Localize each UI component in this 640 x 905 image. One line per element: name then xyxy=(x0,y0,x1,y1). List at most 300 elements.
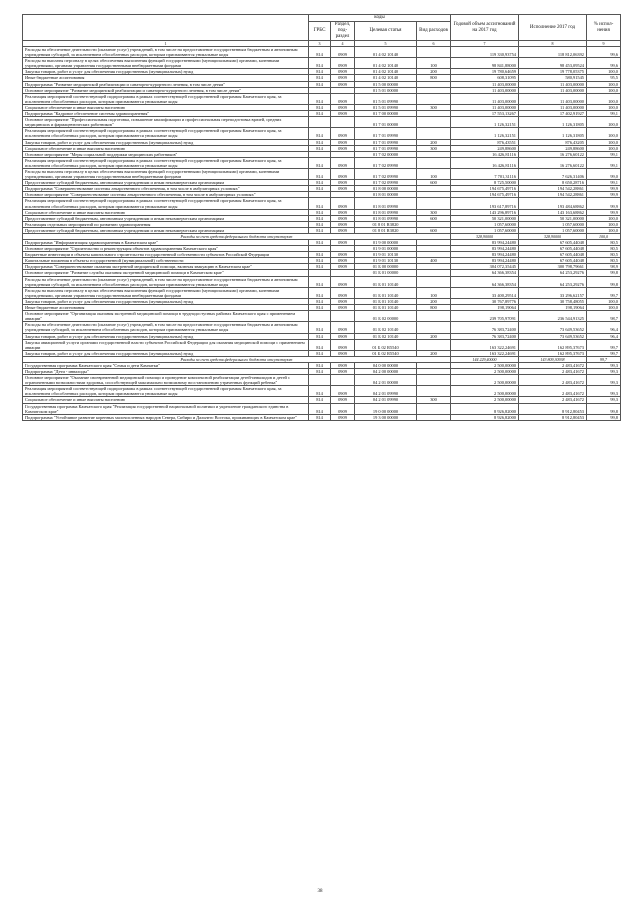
row-target: 04 2 01 09990 xyxy=(355,386,417,397)
row-target: 01 7 01 00000 xyxy=(355,117,417,128)
row-name: Подпрограмма "Совершенствование оказания экстренной медицинской помощи, включая эвакуацию в Камчатском крае" xyxy=(23,264,309,270)
federal-note-annual: 144 229,40000 xyxy=(451,356,519,362)
row-target: 01 7 01 09990 xyxy=(355,128,417,139)
table-row xyxy=(23,58,621,69)
row-execution: 1 057,60000 xyxy=(519,221,587,227)
row-target: 01 Б 01 10140 xyxy=(355,305,417,311)
row-annual: 1 057,60000 xyxy=(451,227,519,233)
row-vid: 200 xyxy=(417,139,451,145)
row-target: 01 9 01 10130 xyxy=(355,258,417,264)
row-percent: 100,0 xyxy=(587,227,621,233)
row-percent: 100,0 xyxy=(587,69,621,75)
row-percent: 99,9 xyxy=(587,186,621,192)
row-name: Бюджетные инвестиции в объекты капитального строительства государственной собственности субъектов Российской Федерации xyxy=(23,252,309,258)
row-execution: 7 626,31406 xyxy=(519,168,587,179)
row-annual: 8 926,82000 xyxy=(451,414,519,420)
row-grbs: 814 xyxy=(309,397,331,403)
row-percent: 99,3 xyxy=(587,397,621,403)
row-razdel xyxy=(331,117,355,128)
row-execution: 64 253,29276 xyxy=(519,270,587,276)
row-annual: 83 994,24480 xyxy=(451,240,519,246)
row-grbs: 814 xyxy=(309,350,331,356)
header-vid: Вид расходов xyxy=(417,22,451,41)
row-target: 01 7 01 09990 xyxy=(355,139,417,145)
row-razdel: 0909 xyxy=(331,386,355,397)
row-annual: 11 403,00000 xyxy=(451,93,519,104)
row-annual: 194 675,49716 xyxy=(451,192,519,198)
row-vid: 600 xyxy=(417,227,451,233)
row-vid xyxy=(417,414,451,420)
table-row xyxy=(23,311,621,322)
row-razdel xyxy=(331,375,355,386)
row-grbs: 814 xyxy=(309,276,331,287)
row-target: 01 8 01 09990 xyxy=(355,215,417,221)
row-razdel: 0909 xyxy=(331,104,355,110)
row-execution: 1 126,31805 xyxy=(519,128,587,139)
row-vid xyxy=(417,339,451,350)
row-execution: 162 895,37673 xyxy=(519,350,587,356)
row-vid xyxy=(417,198,451,209)
row-target: 04 2 01 09990 xyxy=(355,397,417,403)
row-execution: 33 296,62157 xyxy=(519,287,587,298)
row-annual: 1 126,32151 xyxy=(451,128,519,139)
row-target: 19 3 00 00000 xyxy=(355,414,417,420)
row-annual: 76 383,72400 xyxy=(451,322,519,333)
header-row-top xyxy=(23,15,621,22)
row-grbs: 814 xyxy=(309,264,331,270)
row-razdel: 0909 xyxy=(331,58,355,69)
row-execution: 30 758,48055 xyxy=(519,298,587,304)
row-percent: 100,0 xyxy=(587,215,621,221)
row-percent: 99,6 xyxy=(587,58,621,69)
row-grbs: 814 xyxy=(309,333,331,339)
row-razdel: 0909 xyxy=(331,227,355,233)
row-annual: 249,88600 xyxy=(451,145,519,151)
table-row xyxy=(23,322,621,333)
index-cell: 8 xyxy=(519,41,587,47)
row-percent: 99,7 xyxy=(587,287,621,298)
row-annual: 1 057,60000 xyxy=(451,221,519,227)
row-grbs: 814 xyxy=(309,111,331,117)
row-annual: 1 126,32151 xyxy=(451,117,519,128)
row-grbs: 814 xyxy=(309,258,331,264)
row-target: 01 8 01 00000 xyxy=(355,192,417,198)
row-percent: 99,8 xyxy=(587,270,621,276)
row-execution: 11 403,00000 xyxy=(519,104,587,110)
row-percent: 98,7 xyxy=(587,311,621,322)
row-annual: 198,19064 xyxy=(451,305,519,311)
row-execution: 118 812,06392 xyxy=(519,47,587,58)
row-target: 01 Б 01 10140 xyxy=(355,298,417,304)
row-razdel: 0909 xyxy=(331,240,355,246)
row-razdel: 0909 xyxy=(331,139,355,145)
index-cell: 1 xyxy=(23,41,309,47)
row-percent: 99,8 xyxy=(587,414,621,420)
table-row xyxy=(23,339,621,350)
row-target: 01 5 01 09990 xyxy=(355,93,417,104)
header-razdel: Раздел, под-раздел xyxy=(331,22,355,41)
row-name: Иные бюджетные ассигнования xyxy=(23,75,309,81)
row-vid xyxy=(417,311,451,322)
row-vid xyxy=(417,403,451,414)
row-name: Социальное обеспечение и иные выплаты населению xyxy=(23,209,309,215)
row-annual: 17 553,13267 xyxy=(451,111,519,117)
row-target: 01 Б 02 R5540 xyxy=(355,339,417,350)
row-target: 01 Б 01 00000 xyxy=(355,270,417,276)
row-annual: 163 322,24691 xyxy=(451,339,519,350)
row-execution: 2 483,41672 xyxy=(519,397,587,403)
report-page xyxy=(22,14,620,421)
row-execution: 17 402,91927 xyxy=(519,111,587,117)
row-annual: 11 403,00000 xyxy=(451,87,519,93)
row-razdel: 0909 xyxy=(331,180,355,186)
row-name: Подпрограмма "Информатизация здравоохранения в Камчатском крае" xyxy=(23,240,309,246)
row-razdel: 0909 xyxy=(331,397,355,403)
row-annual: 19 780,64659 xyxy=(451,69,519,75)
row-percent: 99,8 xyxy=(587,403,621,414)
row-name: Реализация мероприятий соответствующей подпрограммы в рамках соответствующей государственной программы Камчатского края, за исключением обособленных расходов, которым присваиваются уникальные коды xyxy=(23,93,309,104)
row-annual: 16 426,81116 xyxy=(451,157,519,168)
row-target: 01 4 02 10140 xyxy=(355,69,417,75)
index-cell: 3 xyxy=(309,41,331,47)
table-row xyxy=(23,276,621,287)
row-execution: 2 483,41672 xyxy=(519,375,587,386)
row-percent: 99,9 xyxy=(587,209,621,215)
row-name: Основное мероприятие "Развитие медицинской реабилитации и санаторно-курортного лечения, в том числе детям" xyxy=(23,87,309,93)
row-grbs: 814 xyxy=(309,198,331,209)
row-grbs: 814 xyxy=(309,227,331,233)
row-vid xyxy=(417,128,451,139)
row-annual: 50 321,00000 xyxy=(451,215,519,221)
row-target: 01 Б 02 R5540 xyxy=(355,350,417,356)
row-name: Подпрограмма "Устойчивое развитие коренных малочисленных народов Севера, Сибири и Дальнего Востока, проживающих в Камчатском крае" xyxy=(23,414,309,420)
row-grbs xyxy=(309,311,331,322)
row-target: 01 4 02 10140 xyxy=(355,58,417,69)
row-vid xyxy=(417,322,451,333)
row-annual: 2 500,00000 xyxy=(451,362,519,368)
table-row xyxy=(23,403,621,414)
row-percent: 100,0 xyxy=(587,117,621,128)
row-grbs: 814 xyxy=(309,252,331,258)
row-vid: 200 xyxy=(417,298,451,304)
federal-note-percent: 99,7 xyxy=(587,356,621,362)
row-annual: 33 400,29514 xyxy=(451,287,519,298)
row-vid: 300 xyxy=(417,397,451,403)
row-razdel: 0909 xyxy=(331,168,355,179)
row-name: Расходы на обеспечение деятельности (оказание услуг) учреждений, в том числе на предоставление государственным бюджетным и автономным учреждениям субсидий, за исключением обособленных расходов, которым присваиваются уникальные коды xyxy=(23,276,309,287)
row-execution: 162 895,37673 xyxy=(519,339,587,350)
header-percent: % испол-нения xyxy=(587,15,621,41)
row-annual: 83 994,24480 xyxy=(451,258,519,264)
row-execution: 193 484,68862 xyxy=(519,198,587,209)
row-vid: 300 xyxy=(417,145,451,151)
row-percent: 100,0 xyxy=(587,104,621,110)
federal-note-text: Расходы за счет средств федерального бюджета отсутствуют xyxy=(23,356,451,362)
row-vid xyxy=(417,375,451,386)
row-execution: 11 403,00000 xyxy=(519,93,587,104)
row-execution: 67 605,44048 xyxy=(519,252,587,258)
row-percent: 99,7 xyxy=(587,339,621,350)
row-razdel: 0909 xyxy=(331,350,355,356)
row-vid: 300 xyxy=(417,104,451,110)
row-percent: 80,5 xyxy=(587,246,621,252)
row-vid: 100 xyxy=(417,168,451,179)
row-grbs: 814 xyxy=(309,322,331,333)
row-name: Предоставление субсидий бюджетным, автономным учреждениям и иным некоммерческим организациям xyxy=(23,215,309,221)
row-target: 01 7 02 09990 xyxy=(355,168,417,179)
row-percent: 99,3 xyxy=(587,368,621,374)
row-razdel: 0909 xyxy=(331,209,355,215)
row-execution: 194 542,28861 xyxy=(519,186,587,192)
budget-execution-table xyxy=(22,14,621,421)
row-vid: 600 xyxy=(417,215,451,221)
row-vid: 200 xyxy=(417,350,451,356)
row-razdel: 0909 xyxy=(331,264,355,270)
row-razdel: 0909 xyxy=(331,75,355,81)
row-vid xyxy=(417,386,451,397)
row-name: Государственная программа Камчатского края "Реализация государственной национальной политики и укрепление гражданского единства в Камчатском крае" xyxy=(23,403,309,414)
row-target: 04 2 00 00000 xyxy=(355,368,417,374)
row-grbs: 814 xyxy=(309,128,331,139)
row-razdel: 0909 xyxy=(331,47,355,58)
row-annual: 11 403,00000 xyxy=(451,104,519,110)
row-name: Предоставление субсидий бюджетным, автономным учреждениям и иным некоммерческим организациям xyxy=(23,180,309,186)
row-razdel: 0909 xyxy=(331,368,355,374)
row-target: 01 4 02 10140 xyxy=(355,75,417,81)
row-vid: 400 xyxy=(417,258,451,264)
row-grbs: 814 xyxy=(309,58,331,69)
row-execution: 8 912,80453 xyxy=(519,403,587,414)
table-row xyxy=(23,168,621,179)
row-razdel: 0909 xyxy=(331,111,355,117)
row-vid: 200 xyxy=(417,333,451,339)
row-execution: 8 912,80453 xyxy=(519,414,587,420)
row-name: Реализация мероприятий соответствующей подпрограммы в рамках соответствующей государственной программы Камчатского края, за исключением обособленных расходов, которым присваиваются уникальные коды xyxy=(23,386,309,397)
row-grbs: 814 xyxy=(309,75,331,81)
row-grbs: 814 xyxy=(309,339,331,350)
row-percent: 100,0 xyxy=(587,221,621,227)
row-execution: 249,88600 xyxy=(519,145,587,151)
row-execution: 236 544,91325 xyxy=(519,311,587,322)
row-percent: 80,5 xyxy=(587,240,621,246)
row-razdel: 0909 xyxy=(331,403,355,414)
row-annual: 163 322,24691 xyxy=(451,350,519,356)
row-grbs: 814 xyxy=(309,305,331,311)
row-annual: 11 403,00000 xyxy=(451,81,519,87)
row-grbs: 814 xyxy=(309,69,331,75)
row-vid: 100 xyxy=(417,287,451,298)
row-razdel: 0909 xyxy=(331,69,355,75)
federal-note-annual: 328,90000 xyxy=(451,234,519,240)
header-codes: коды xyxy=(309,15,451,22)
table-row xyxy=(23,93,621,104)
row-razdel: 0909 xyxy=(331,128,355,139)
row-grbs xyxy=(309,117,331,128)
table-row xyxy=(23,198,621,209)
row-target: 01 8 01 09990 xyxy=(355,198,417,209)
row-grbs: 814 xyxy=(309,81,331,87)
row-annual: 2 500,00000 xyxy=(451,375,519,386)
row-grbs: 814 xyxy=(309,157,331,168)
row-annual: 143 296,89716 xyxy=(451,209,519,215)
index-cell: 7 xyxy=(451,41,519,47)
row-execution: 198,19064 xyxy=(519,305,587,311)
row-grbs: 814 xyxy=(309,287,331,298)
row-percent: 100,0 xyxy=(587,93,621,104)
row-target: 01 8 00 00000 xyxy=(355,186,417,192)
row-percent: 96,4 xyxy=(587,322,621,333)
table-row xyxy=(23,386,621,397)
row-annual: 7 701,31116 xyxy=(451,168,519,179)
row-vid xyxy=(417,276,451,287)
table-row xyxy=(23,117,621,128)
row-grbs: 814 xyxy=(309,240,331,246)
row-execution: 73 649,53652 xyxy=(519,333,587,339)
row-annual: 64 366,38354 xyxy=(451,270,519,276)
row-vid xyxy=(417,117,451,128)
row-execution: 2 483,41672 xyxy=(519,386,587,397)
header-target: Целевая статья xyxy=(355,22,417,41)
row-target: 01 4 02 10140 xyxy=(355,47,417,58)
row-annual: 2 500,00000 xyxy=(451,368,519,374)
row-execution: 64 253,29276 xyxy=(519,276,587,287)
row-percent: 98,9 xyxy=(587,264,621,270)
row-grbs: 814 xyxy=(309,104,331,110)
row-name: Закупка товаров, работ и услуг для обеспечения государственных (муниципальных) нужд xyxy=(23,69,309,75)
row-annual: 876,43551 xyxy=(451,139,519,145)
row-target: 01 9 01 10130 xyxy=(355,252,417,258)
row-percent: 100,0 xyxy=(587,87,621,93)
header-name-cell xyxy=(23,15,309,41)
row-vid: 100 xyxy=(417,58,451,69)
row-razdel: 0909 xyxy=(331,298,355,304)
row-grbs: 814 xyxy=(309,221,331,227)
header-grbs: ГРБС xyxy=(309,22,331,41)
row-percent: 99,9 xyxy=(587,192,621,198)
row-execution: 580,91545 xyxy=(519,75,587,81)
row-execution: 98 453,09524 xyxy=(519,58,587,69)
row-annual: 304 072,35445 xyxy=(451,264,519,270)
row-percent: 99,1 xyxy=(587,111,621,117)
table-row xyxy=(23,287,621,298)
row-target: 01 8 01 R3820 xyxy=(355,221,417,227)
row-razdel: 0909 xyxy=(331,333,355,339)
row-grbs: 814 xyxy=(309,298,331,304)
row-grbs: 814 xyxy=(309,414,331,420)
row-razdel: 0909 xyxy=(331,81,355,87)
row-grbs: 814 xyxy=(309,145,331,151)
row-target: 01 8 01 R3820 xyxy=(355,227,417,233)
row-execution: 73 649,53652 xyxy=(519,322,587,333)
row-annual: 608,31095 xyxy=(451,75,519,81)
page-number: 38 xyxy=(317,889,323,894)
row-razdel: 0909 xyxy=(331,145,355,151)
index-cell: 9 xyxy=(587,41,621,47)
row-razdel: 0909 xyxy=(331,258,355,264)
row-annual: 193 617,89716 xyxy=(451,198,519,209)
row-name: Государственная программа Камчатского края "Семья и дети Камчатки" xyxy=(23,362,309,368)
row-execution: 16 276,60122 xyxy=(519,151,587,157)
row-name: Закупка товаров, работ и услуг для обеспечения государственных (муниципальных) нужд xyxy=(23,139,309,145)
header-execution: Исполнение 2017 год xyxy=(519,15,587,41)
row-name: Подпрограмма "Развитие медицинской реабилитации и санаторно-курортного лечения, в том числе детям" xyxy=(23,81,309,87)
row-razdel: 0909 xyxy=(331,322,355,333)
row-name: Реализация мероприятий соответствующей подпрограммы в рамках соответствующей государственной программы Камчатского края, за исключением обособленных расходов, которым присваиваются уникальные коды xyxy=(23,198,309,209)
row-razdel xyxy=(331,311,355,322)
row-name: Расходы на обеспечение деятельности (оказание услуг) учреждений, в том числе на предоставление государственным бюджетным и автономным учреждениям субсидий, за исключением обособленных расходов, которым присваиваются уникальные коды xyxy=(23,322,309,333)
row-target: 01 Б 00 00000 xyxy=(355,264,417,270)
federal-note-text: Расходы за счет средств федерального бюджета отсутствуют xyxy=(23,234,451,240)
row-percent: 100,0 xyxy=(587,81,621,87)
row-percent: 99,8 xyxy=(587,276,621,287)
row-percent: 99,1 xyxy=(587,151,621,157)
row-annual: 83 994,24480 xyxy=(451,252,519,258)
row-razdel: 0909 xyxy=(331,198,355,209)
row-target: 01 8 01 09990 xyxy=(355,209,417,215)
row-percent: 99,1 xyxy=(587,157,621,168)
row-percent: 99,3 xyxy=(587,375,621,386)
row-name: Расходы на обеспечение деятельности (оказание услуг) учреждений, в том числе на предоставление государственным бюджетным и автономным учреждениям субсидий, за исключением обособленных расходов, которым присваиваются уникальные коды xyxy=(23,47,309,58)
row-name: Основное мероприятие "Совершенствование системы лекарственного обеспечения, в том числе в амбулаторных условиях" xyxy=(23,192,309,198)
row-name: Расходы на выплаты персоналу в целях обеспечения выполнения функций государственными (муниципальными) органами, казенными учреждениями, органами управления государственными внебюджетными фондами xyxy=(23,58,309,69)
row-vid: 600 xyxy=(417,180,451,186)
row-razdel: 0909 xyxy=(331,305,355,311)
row-annual: 119 330,93754 xyxy=(451,47,519,58)
row-name: Закупка авиационной услуги органами государственной власти субъектов Российской Федерации для оказания медицинской помощи с применением авиации xyxy=(23,339,309,350)
row-name: Основное мероприятие "Оказание своевременной медицинской помощи и проведение комплексной реабилитации детей-инвалидов и детей с ограниченными возможностями здоровья, способствующей максимально возможному восстановлению утраченных функций ребенка" xyxy=(23,375,309,386)
row-annual: 64 366,38354 xyxy=(451,276,519,287)
row-name: Реализация отдельных мероприятий по развитию здравоохранения xyxy=(23,221,309,227)
row-name: Реализация мероприятий соответствующей подпрограммы в рамках соответствующей государственной программы Камчатского края, за исключением обособленных расходов, которым присваиваются уникальные коды xyxy=(23,128,309,139)
row-target: 01 Б 02 00000 xyxy=(355,311,417,322)
index-cell: 5 xyxy=(355,41,417,47)
row-target: 01 Б 02 10140 xyxy=(355,322,417,333)
row-execution: 67 605,44048 xyxy=(519,240,587,246)
row-name: Основное мероприятие "Меры социальной поддержки медицинских работников" xyxy=(23,151,309,157)
row-name: Основное мероприятие "Профессиональная подготовка, повышение квалификации и профессиональная переподготовка врачей, средних медицинских и фармацевтических работников" xyxy=(23,117,309,128)
row-target: 01 7 01 09990 xyxy=(355,145,417,151)
row-annual: 30 767,89776 xyxy=(451,298,519,304)
row-grbs: 814 xyxy=(309,47,331,58)
row-target: 01 9 01 00000 xyxy=(355,246,417,252)
row-vid: 800 xyxy=(417,305,451,311)
row-razdel: 0909 xyxy=(331,414,355,420)
row-razdel: 0909 xyxy=(331,186,355,192)
row-percent: 80,5 xyxy=(587,258,621,264)
row-grbs: 814 xyxy=(309,215,331,221)
row-vid xyxy=(417,93,451,104)
row-vid xyxy=(417,47,451,58)
row-razdel: 0909 xyxy=(331,339,355,350)
row-razdel: 0909 xyxy=(331,287,355,298)
row-name: Основное мероприятие "Строительство и реконструкция объектов здравоохранения Камчатского края" xyxy=(23,246,309,252)
row-percent: 99,7 xyxy=(587,350,621,356)
row-target: 01 7 02 09990 xyxy=(355,180,417,186)
row-razdel: 0909 xyxy=(331,221,355,227)
row-name: Расходы на выплаты персоналу в целях обеспечения выполнения функций государственными (муниципальными) органами, казенными учреждениями, органами управления государственными внебюджетными фондами xyxy=(23,168,309,179)
row-razdel: 0909 xyxy=(331,252,355,258)
row-target: 01 5 01 09990 xyxy=(355,104,417,110)
index-cell: 6 xyxy=(417,41,451,47)
row-execution: 50 321,00000 xyxy=(519,215,587,221)
row-execution: 67 605,44048 xyxy=(519,246,587,252)
row-name: Социальное обеспечение и иные выплаты населению xyxy=(23,397,309,403)
table-row xyxy=(23,47,621,58)
row-name: Подпрограмма "Дети - инвалиды" xyxy=(23,368,309,374)
row-target: 01 5 01 00000 xyxy=(355,87,417,93)
row-name: Реализация мероприятий соответствующей подпрограммы в рамках соответствующей государственной программы Камчатского края, за исключением обособленных расходов, которым присваиваются уникальные коды xyxy=(23,157,309,168)
row-execution: 1 057,60000 xyxy=(519,227,587,233)
